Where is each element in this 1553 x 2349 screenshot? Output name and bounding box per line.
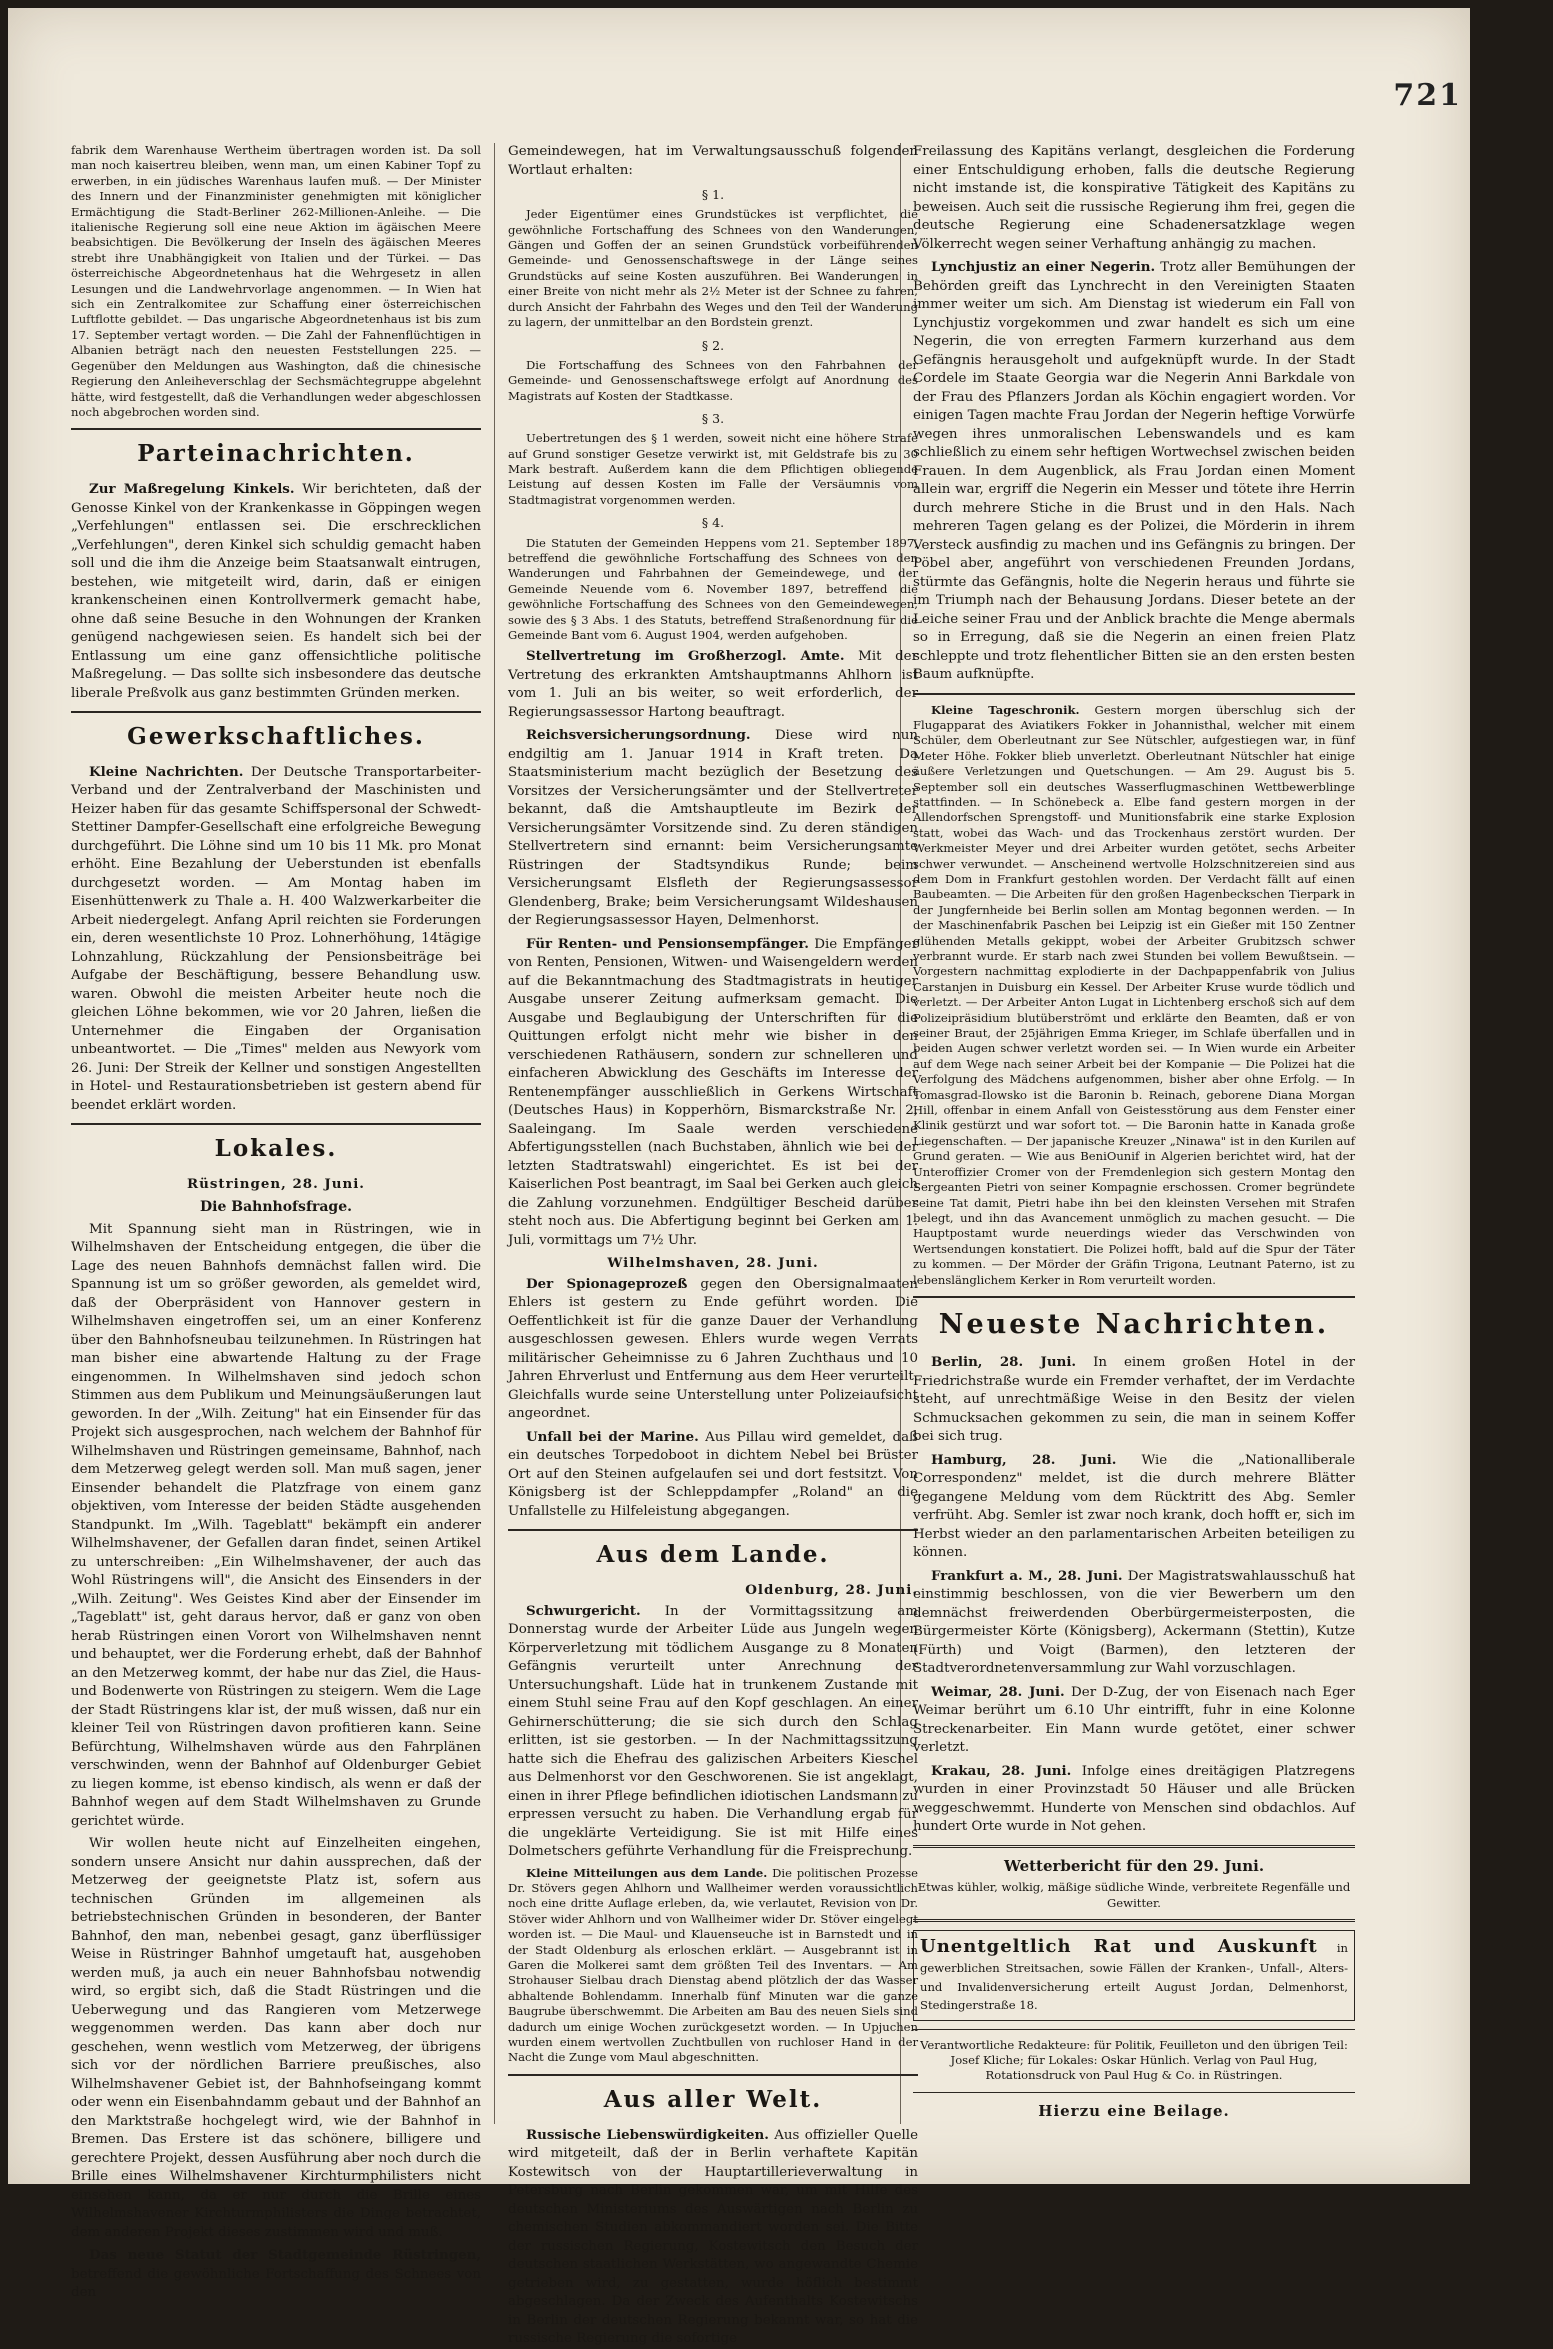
news-item [913, 1451, 1355, 1563]
divider [71, 428, 481, 430]
article-text: Wir berichteten, daß der Genosse Kinkel von der Krankenkasse in Göppingen wegen „Verfehlungen" entlassen sei. Die erschrecklichen „Verfehlungen", deren Kinkel sich schuldig gemacht haben soll und die ihm die Anzeige beim Staatsanwalt eintrugen, bestehen, wie mitgeteilt wird, darin, daß er einigen krankenscheinen einen Kontrollvermerk gemacht habe, ohne daß seine Besuche in den Wohnungen der Kranken genügend nachgewiesen seien. Es handelt sich bei der Entlassung um eine ganz offensichtliche politische Maßregelung. — Das sollte sich insbesondere das deutsche liberale Preßvolk aus ganz bestimmten Gründen merken. [71, 482, 481, 701]
article-paragraph [508, 1275, 918, 1424]
article-text: Wir wollen heute nicht auf Einzelheiten eingehen, sondern unsere Ansicht nur dahin aussprechen, daß der Metzerweg der geeignetste Platz ist, sofern aus technischen Gründen im allgemeinen als betriebstechnischen Gründen in besonderen, der Banter Bahnhof, den man, nebenbei gesagt, ganz überflüssiger Weise in Rüstringer Bahnhof umgetauft hat, ausgehoben werden muß, ja auch ein neuer Bahnhofsbau notwendig wird, so ergibt sich, daß die Stadt Rüstringen und die Ueberwegung und das Rangieren vom Metzerwege weggenommen werden. Das kann aber doch nur geschehen, wenn westlich vom Metzerweg, der übrigens sich vor der nördlichen Barriere preußisches, also Wilhelmshavener Gebiet ist, der Bahnhofseingang kommt oder wenn ein Eisenbahndamm gebaut und der Bahnhof an den Marktstraße hochgelegt wird, wie der Bahnhof in Bremen. Das Erstere ist das schönere, billigere und gerechtere Projekt, dessen Ausführung aber noch durch die Brille eines Wilhelmshavener Kirchturmphilisters nicht einsehen kann, da er nur durch die Brille eines Wilhelmshavener Kirchturmphilisters die Dinge betrachtet, dem anderen Projekt dieses zustimmen wird und muß. [71, 1836, 481, 2240]
article-lead: Stellvertretung im Großherzogl. Amte. [526, 648, 845, 665]
article-lead: Das neue Statut der Stadtgemeinde Rüstringen, [89, 2247, 481, 2264]
article-text: Gemeindewegen, hat im Verwaltungsausschuß folgenden Wortlaut erhalten: [508, 144, 918, 178]
newspaper-page [8, 8, 1470, 2347]
ad-title: Unentgeltlich Rat und Auskunft [920, 1936, 1318, 1958]
article-lead: Reichsversicherungsordnung. [526, 727, 751, 744]
divider [913, 1296, 1355, 1298]
article-text: Diese wird nun endgiltig am 1. Januar 1914 in Kraft treten. Da Staatsministerium macht bezüglich der Besetzung des Vorsitzes der Versicherungsämter und der Stellvertreter bekannt, daß die Amtshauptleute im Bezirk der Versicherungsämter Vorsitzende sind. Zu deren ständigen Stellvertretern sind ernannt: beim Versicherungsamte Rüstringen der Stadtsyndikus Runde; beim Versicherungsamt Elsfleth der Regierungsassessor Glendenberg, Brake; beim Versicherungsamt Wildeshausen der Regierungsassessor Hayen, Delmenhorst. [508, 728, 918, 929]
divider [508, 2074, 918, 2076]
section-title-lokales: Lokales. [214, 1135, 338, 1163]
article-text: Aus Pillau wird gemeldet, daß ein deutsches Torpedoboot in dichtem Nebel bei Brüster Ort auf den Steinen aufgelaufen sei und dort festsitzt. Von Königsberg ist der Schleppdampfer „Roland" an die Unfallstelle zu Hilfeleistung abgegangen. [508, 1429, 918, 1519]
news-item [913, 1353, 1355, 1447]
paragraph-number: § 3. [701, 410, 725, 426]
article-lead: Kleine Mitteilungen aus dem Lande. [526, 1865, 768, 1880]
article-paragraph [71, 763, 481, 1116]
divider [913, 1919, 1355, 1922]
article-text: Freilassung des Kapitäns verlangt, desgleichen die Forderung einer Entschuldigung erhoben, falls die deutsche Regierung nicht imstande ist, die konspirative Tätigkeit des Kapitäns zu beweisen. Auch seit die russische Regierung ihm frei, gegen die deutsche Regierung eine Schadenersatzklage wegen Völkerrecht wegen seiner Verhaftung anhängig zu machen. [913, 144, 1355, 252]
article-text: fabrik dem Warenhause Wertheim übertragen worden ist. Da soll man noch kaisertreu bleiben, wenn man, um einen Kabiner Topf zu erwerben, in ein jüdisches Warenhaus laufen muß. — Der Minister des Innern und der Finanzminister genehmigten mit königlicher Ermächtigung die Stadt-Berliner 262-Millionen-Anleihe. — Die italienische Regierung soll eine neue Aktion im ägäischen Meere beabsichtigen. Die Bevölkerung der Inseln des ägäischen Meeres strebt ihre Unabhängigkeit von Italien und der Türkei. — Das österreichische Abgeordnetenhaus hat die Wehrgesetz in allen Lesungen und die Landwehrvorlage angenommen. — In Wien hat sich ein Zentralkomitee zur Schaffung einer österreichischen Luftflotte gebildet. — Das ungarische Abgeordnetenhaus ist bis zum 17. September vertagt worden. — Die Zahl der Fahnenflüchtigen in Albanien beträgt nach den neuesten Feststellungen 225. — Gegenüber den Meldungen aus Washington, daß die chinesische Regierung den Anleiheverschlag der Sechsmächtegruppe abgelehnt hätte, wird festgestellt, daß die Verhandlungen weder abgeschlossen noch abgebrochen worden sind. [71, 143, 481, 419]
paragraph-number: § 2. [701, 337, 725, 353]
article-text: Die Empfänger von Renten, Pensionen, Witwen- und Waisengeldern werden auf die Bekanntmachung des Stadtmagistrats in heutiger Ausgabe unserer Zeitung aufmerksam gemacht. Die Ausgabe und Beglaubigung der Unterschriften für die Quittungen erfolgt nicht mehr wie bisher in den verschiedenen Rathäusern, sondern zur schnelleren und einfacheren Abwicklung des Geschäfts im Interesse der Rentenempfänger ausschließlich in Gerkens Wirtschaft (Deutsches Haus) in Kopperhörn, Bismarckstraße Nr. 2, Saaleingang. Im Saale werden verschiedene Abfertigungsstellen (nach Buchstaben, ähnlich wie bei der letzten Stadtratswahl) eingerichtet. Es ist bei der Kaiserlichen Post beantragt, im Saal bei Gerken auch gleich die Zahlung vorzunehmen. Endgültiger Bescheid darüber steht noch aus. Die Abfertigung beginnt bei Gerken am 1. Juli, vormittags um 7½ Uhr. [508, 936, 918, 1248]
statute-text: Uebertretungen des § 1 werden, soweit nicht eine höhere Strafe auf Grund sonstiger Gesetze verwirkt ist, mit Geldstrafe bis zu 30 Mark bestraft. Außerdem kann die dem Pflichtigen obliegende Leistung auf dessen Kosten im Falle der Versäumnis vom Stadtmagistrat vorgenommen werden. [508, 431, 918, 507]
article-paragraph [508, 1866, 918, 2066]
paragraph-number: § 1. [701, 187, 725, 202]
news-item [913, 1683, 1355, 1758]
article-paragraph [71, 480, 481, 703]
article-text: In der Vormittagssitzung am Donnerstag wurde der Arbeiter Lüde aus Jungeln wegen Körperverletzung mit tödlichem Ausgange zu 8 Monaten Gefängnis verurteilt unter Anrechnung der Untersuchungshaft. Lüde hat in trunkenem Zustande mit einem Stuhl seine Frau auf den Kopf geschlagen. An einer Gehirnerschütterung; die sie sich durch den Schlag erlitten, ist sie gestorben. — In der Nachmittagssitzung hatte sich die Ehefrau des galizischen Arbeiters Kieschel aus Delmenhorst vor den Geschworenen. Sie ist angeklagt, einen in ihrer Pflege befindlichen idiotischen Landsmann zu erpressen versucht zu haben. Die Verhandlung ergab für die ungeklärte Verteidigung. Sie ist mit Hilfe eines Dolmetschers geführte Verhandlung für die Freisprechung. [508, 1603, 918, 1860]
column-3 [913, 143, 1355, 2154]
advertisement [913, 1930, 1355, 2020]
article-lead: Lynchjustiz an einer Negerin. [931, 259, 1156, 275]
article-subheading: Die Bahnhofsfrage. [200, 1198, 352, 1215]
column-2 [508, 143, 919, 2347]
divider [508, 1529, 918, 1531]
news-dateline: Krakau, 28. Juni. [931, 1762, 1072, 1779]
news-text: Infolge eines dreitägigen Platzregens wurden in einer Provinzstadt 50 Häuser und alle Brücken weggeschwemmt. Hunderte von Menschen sind obdachlos. Auf hundert Orte wurde in Not gehen. [913, 1763, 1355, 1835]
dateline: Rüstringen, 28. Juni. [187, 1176, 365, 1193]
dateline: Oldenburg, 28. Juni. [745, 1582, 918, 1599]
section-title-aus-dem-lande: Aus dem Lande. [596, 1541, 830, 1569]
article-text: Die politischen Prozesse Dr. Stövers gegen Ahlhorn und Wallheimer werden voraussichtlich noch eine dritte Auflage erleben, da, wie verlautet, Revision von Dr. Stöver wider Ahlhorn und von Wallheimer wider Dr. Stöver eingelegt worden ist. — Die Maul- und Klauenseuche ist in Barnstedt und in der Stadt Oldenburg als erloschen erklärt. — Ausgebrannt ist in Garen die Molkerei samt dem größten Teil des Inventars. — Am Strohauser Sielbau drach Dienstag abend plötzlich der das Wasser abhaltende Bohlendamm. Innerhalb fünf Minuten war die ganze Baugrube überschwemmt. Die Arbeiten am Bau des neuen Siels sind dadurch um einige Wochen zurückgesetzt worden. — In Upjuchen wurden einem wertvollen Zuchtbullen von ruchloser Hand in der Nacht die Zunge vom Maul abgeschnitten. [508, 1865, 919, 2065]
news-text: In einem großen Hotel in der Friedrichstraße wurde ein Fremder verhaftet, der im Verdachte steht, auf unrechtmäßige Weise in den Besitz der vielen Schmucksachen gekommen zu sein, die man in seinem Koffer bei sich trug. [913, 1355, 1356, 1445]
article-paragraph [508, 1428, 918, 1522]
divider [913, 693, 1355, 695]
section-title-parteinachrichten: Parteinachrichten. [137, 440, 415, 468]
article-paragraph [913, 703, 1355, 1288]
news-text: Wie die „Nationalliberale Correspondenz" meldet, ist die durch mehrere Blätter gegangene Meldung vom dem Rücktritt des Abg. Semler verfrüht. Abg. Semler ist zwar noch krank, doch hofft er, sich im Herbst wieder an den parlamentarischen Arbeiten beteiligen zu können. [913, 1452, 1355, 1561]
section-title-aus-aller-welt: Aus aller Welt. [603, 2085, 823, 2113]
divider [913, 2029, 1355, 2030]
divider [71, 1123, 481, 1125]
article-text: betreffend die gewöhnliche Fortschaffung des Schnees von den [71, 2266, 481, 2301]
statute-text: Die Statuten der Gemeinden Heppens vom 21. September 1897, betreffend die gewöhnliche Fortschaffung des Schnees von den Wanderungen und Fahrbahnen der Gemeindewege, und der Gemeinde Neuende vom 6. November 1897, betreffend die gewöhnliche Fortschaffung des Schnees von den Gemeindewegen, sowie des § 3 Abs. 1 des Statuts, betreffend Straßenordnung für die Gemeinde Bant vom 6. August 1904, werden aufgehoben. [508, 535, 918, 642]
article-lead: Zur Maßregelung Kinkels. [89, 481, 295, 498]
weather-title: Wetterbericht für den 29. Juni. [1003, 1856, 1265, 1875]
news-text: Der D-Zug, der von Eisenach nach Eger Weimar berührt um 6.10 Uhr eintrifft, fuhr in eine Kolonne Streckenarbeiter. Ein Mann wurde getötet, einer schwer verletzt. [913, 1684, 1355, 1756]
article-text: Gestern morgen überschlug sich der Flugapparat des Aviatikers Fokker in Johannisthal, welcher mit einem Schüler, dem Oberleutnant zur See Nütschler, aufgestiegen war, in fünf Meter Höhe. Fokker blieb unverletzt. Oberleutnant Nütschler hat einige äußere Verletzungen und Quetschungen. — Am 29. August bis 5. September soll ein deutsches Wasserflugmaschinen Wettbewerblinge stattfinden. — In Schönebeck a. Elbe fand gestern morgen in der Allendorfschen Sprengstoff- und Munitionsfabrik eine starke Explosion statt, wobei das Wach- und das Trockenhaus zerstört wurden. Der Werkmeister Meyer und drei Arbeiter wurden getötet, sechs Arbeiter schwer verwundet. — Anscheinend wertvolle Holzschnitzereien sind aus dem Dom in Frankfurt gestohlen worden. Der Verdacht fällt auf einen Baubeamten. — Die Arbeiten für den großen Hagenbeckschen Tierpark in der Jungfernheide bei Berlin sollen am Montag begonnen werden. — In der Maschinenfabrik Paschen bei Leipzig ist ein Gießer mit 150 Zentner glühenden Metalls gekippt, wobei der Arbeiter Grubitzsch schwer verbrannt wurde. Er starb nach zwei Stunden bei vollem Bewußtsein. — Vorgestern nachmittag explodierte in der Dachpappenfabrik von Julius Carstanjen in Duisburg ein Kessel. Der Arbeiter Kruse wurde tödlich und verletzt. — Der Arbeiter Anton Lugat in Lichtenberg erschoß sich auf dem Polizeipräsidium blutüberströmt und erklärte den Beamten, daß er von seiner Braut, der 25jährigen Emma Krieger, im Schlafe überfallen und in beiden Augen schwer verletzt worden sei. — In Wien wurde ein Arbeiter auf dem Wege nach seiner Arbeit bei der Kompanie — Die Polizei hat die Verfolgung des Mädchens aufgenommen, bisher aber ohne Erfolg. — In Tomasgrad-Ilowsko ist die Baronin b. Reinach, geborene Diana Morgan Hill, offenbar in einem Anfall von Geistesstörung aus dem Fenster einer Klinik gestürzt und war sofort tot. — Die Baronin hatte in Kanada große Liegenschaften. — Der japanische Kreuzer „Ninawa" ist in den Kurilen auf Grund geraten. — Wie aus BeniOunif in Algerien berichtet wird, hat der Unteroffizier Cromer von der Fremdenlegion sich gestern Montag den Sergeanten Pietri von seiner Kompagnie erschossen. Cromer begründete seine Tat damit, Pietri habe ihn bei den kleinsten Versehen mit Strafen belegt, und ihn das Avancement unmöglich zu machen gesucht. — Die Hauptpostamt wurde neuerdings wieder das Verschwinden von Wertsendungen konstatiert. Die Polizei hofft, bald auf die Spur der Täter zu kommen. — Der Mörder der Gräfin Trigona, Leutnant Paterno, ist zu lebenslänglichem Kerker in Rom verurteilt worden. [913, 702, 1355, 1287]
news-dateline: Frankfurt a. M., 28. Juni. [931, 1567, 1123, 1584]
article-lead: Für Renten- und Pensionsempfänger. [526, 935, 809, 952]
article-paragraph [508, 726, 918, 931]
article-lead: Unfall bei der Marine. [526, 1428, 699, 1445]
article-paragraph [71, 2246, 481, 2303]
article-paragraph [508, 935, 918, 1251]
statute-text: Die Fortschaffung des Schnees von den Fahrbahnen der Gemeinde- und Genossenschaftswege erfolgt auf Anordnung des Magistrats auf Kosten der Stadtkasse. [508, 357, 918, 403]
ad-text: in gewerblichen Streitsachen, sowie Fällen der Kranken-, Unfall-, Alters- und Invalidenversicherung erteilt August Jordan, Delmenhorst, Stedingerstraße 18. [920, 1941, 1348, 2013]
article-text: Aus offizieller Quelle wird mitgeteilt, daß der in Berlin verhaftete Kapitän Kostewitsch von der Hauptartillerieverwaltung in Petersburg nach Berlin gekommen war, um mit Hilfe des deutschen Ministeriums des Auswärtigen nach Berlin zu chemischen Studien abkommandiert worden sei. Die Bitte der russischen Regierung, Kostewitsch den Besuch der deutschen staatlichen Werkstätten, wo angewandte Chemie getrieben wird, zu gestatten, wurde höflich bestimmt abgeschlagen. Da der Zweck des Aufenthalts Kostewitschs in Berlin der deutschen Regierung bekannt war, so hat die russische Regierung die sofortige [508, 2127, 918, 2347]
news-text: Der Magistratswahlausschuß hat einstimmig beschlossen, von die vier Bewerbern um den demnächst freiwerdenden Oberbürgermeisterposten, die Bürgermeister Körte (Königsberg), Ackermann (Stettin), Kutze (Fürth) und Voigt (Barmen), den letzteren der Stadtverordnetenversammlung zur Wahl vorzuschlagen. [913, 1568, 1355, 1677]
statute-text: Jeder Eigentümer eines Grundstückes ist verpflichtet, die gewöhnliche Fortschaffung des Schnees von den Wanderungen, Gängen und Goffen der an seinen Grundstück vorbeiführenden Gemeinde- und Genossenschaftswege in der Länge seines Grundstücks auf seine Kosten auszuführen. Bei Wanderungen in einer Breite von nicht mehr als 2½ Meter ist der Schnee zu fahren, durch Ansicht der Fahrbahn des Weges und den Teil der Wanderung zu lagern, der unmittelbar an den Bordstein grenzt. [508, 207, 918, 330]
column-divider [494, 143, 495, 2124]
divider [913, 1845, 1355, 1848]
section-title-gewerkschaftliches: Gewerkschaftliches. [127, 723, 425, 751]
news-dateline: Weimar, 28. Juni. [931, 1683, 1065, 1700]
article-paragraph [508, 2126, 918, 2349]
article-lead: Russische Liebenswürdigkeiten. [526, 2126, 769, 2143]
divider [913, 2092, 1355, 2093]
news-dateline: Berlin, 28. Juni. [931, 1354, 1077, 1371]
article-lead: Kleine Tageschronik. [931, 702, 1080, 717]
imprint: Verantwortliche Redakteure: für Politik, Feuilleton und den übrigen Teil: Josef Kliche; für Lokales: Oskar Hünlich. Verlag von Paul Hug, Rotationsdruck von Paul Hug & Co. in Rüstringen. [920, 2037, 1348, 2083]
news-item [913, 1762, 1355, 1837]
article-lead: Kleine Nachrichten. [89, 763, 244, 780]
supplement-note: Hierzu eine Beilage. [1038, 2101, 1230, 2120]
column-1 [71, 143, 481, 2301]
article-paragraph [508, 647, 918, 722]
article-text: Mit der Vertretung des erkrankten Amtshauptmanns Ahlhorn ist vom 1. Juli an bis weiter, so weit erforderlich, der Regierungsassessor Hartong beauftragt. [508, 649, 918, 720]
article-paragraph [508, 1602, 918, 1862]
news-dateline: Hamburg, 28. Juni. [931, 1451, 1117, 1468]
article-text: Der Deutsche Transportarbeiter-Verband und der Zentralverband der Maschinisten und Heizer haben für das gesamte Schiffspersonal der Schwedt-Stettiner Dampfer-Gesellschaft eine erfolgreiche Bewegung durchgeführt. Die Löhne sind um 10 bis 11 Mk. pro Monat erhöht. Eine Bezahlung der Ueberstunden ist ebenfalls durchgesetzt worden. — Am Montag haben im Eisenhüttenwerk zu Thale a. H. 400 Walzwerkarbeiter die Arbeit niedergelegt. Anfang April reichten sie Forderungen ein, deren wesentlichste 10 Proz. Lohnerhöhung, 14tägige Lohnzahlung, Rückzahlung der Pensionsbeiträge bei Aufgabe der Beschäftigung, bessere Behandlung usw. waren. Obwohl die meisten Arbeiter heute noch die gleichen Löhne bekommen, wie vor 20 Jahren, ließen die Unternehmer die Eingaben der Organisation unbeantwortet. — Die „Times" melden aus Newyork vom 26. Juni: Der Streik der Kellner und sonstigen Angestellten in Hotel- und Restaurationsbetrieben ist gestern abend für beendet erklärt worden. [71, 764, 481, 1113]
article-text: gegen den Obersignalmaaten Ehlers ist gestern zu Ende geführt worden. Die Oeffentlichkeit ist für die ganze Dauer der Verhandlung ausgeschlossen gewesen. Ehlers wurde wegen Verrats militärischer Geheimnisse zu 6 Jahren Zuchthaus und 10 Jahren Ehrverlust und Entfernung aus dem Heer verurteilt. Gleichfalls wurde seine Unterstellung unter Polizeiaufsicht angeordnet. [508, 1276, 919, 1422]
article-lead: Der Spionageprozeß [526, 1275, 688, 1292]
paragraph-number: § 4. [701, 515, 725, 531]
article-text: Mit Spannung sieht man in Rüstringen, wie in Wilhelmshaven der Entscheidung entgegen, die über die Lage des neuen Bahnhofs demnächst fallen wird. Die Spannung ist um so größer geworden, als gemeldet wird, daß der Oberpräsident von Hannover gestern in Wilhelmshaven eingetroffen sei, um an einer Konferenz über den Bahnhofsneubau teilzunehmen. In Rüstringen hat man bisher eine abwartende Haltung zu der Frage eingenommen. In Wilhelmshaven sind jedoch schon Stimmen aus dem Publikum und Meinungsäußerungen laut geworden. In der „Wilh. Zeitung" hat ein Einsender für das Projekt sich ausgesprochen, nach welchem der Bahnhof für Wilhelmshaven und Rüstringen gemeinsame, Bahnhof, nach dem Metzerweg gelegt werden soll. Man muß sagen, jener Einsender behandelt die Platzfrage von einem ganz objektiven, vom Interesse der beiden Städte ausgehenden Standpunkt. Im „Wilh. Tageblatt" bekämpft ein anderer Wilhelmshavener, der Gefallen daran findet, seinen Artikel zu unterschreiben: „Ein Wilhelmshavener, der auch das Wohl Rüstringens will", die Ansicht des Einsenders in der „Wilh. Zeitung". Wes Geistes Kind aber der Einsender im „Tageblatt" ist, geht daraus hervor, daß er ganz von oben herab Rüstringen einen Vorort von Wilhelmshaven nennt und behauptet, wer die Forderung erhebt, daß der Bahnhof an den Metzerweg kommt, der habe nur das Ziel, die Haus- und Bodenwerte von Rüstringen zu steigern. Wem die Lage der Stadt Rüstringens klar ist, der muß wissen, daß nur ein kleiner Teil von Rüstringen davon profitieren kann. Seine Befürchtung, Wilhelmshaven würde aus den Fahrplänen verschwinden, wenn der Bahnhof auf Oldenburger Gebiet zu liegen komme, ist ebenso kindisch, als wenn er daß der Bahnhof wegen auf dem Stadt Wilhelmshaven zu Grunde gerichtet würde. [71, 1221, 481, 1829]
article-text: Trotz aller Bemühungen der Behörden greift das Lynchrecht in den Vereinigten Staaten immer weiter um sich. Am Dienstag ist wiederum ein Fall von Lynchjustiz vorgekommen und zwar handelt es sich um eine Negerin, die von erregten Farmern kurzerhand aus dem Gefängnis herausgeholt und aufgeknüpft wurde. In der Stadt Cordele im Staate Georgia war die Negerin Anni Barkdale von der Frau des Pflanzers Jordan als Köchin engagiert worden. Vor einigen Tagen machte Frau Jordan der Negerin heftige Vorwürfe wegen ihres unmoralischen Lebenswandels und es kam schließlich zu einem sehr heftigen Wortwechsel zwischen beiden Frauen. In dem Augenblick, als Frau Jordan einen Moment allein war, ergriff die Negerin ein Messer und tötete ihre Herrin durch mehrere Stiche in die Brust und in den Hals. Nach mehreren Tagen gelang es der Polizei, die Mörderin in ihrem Versteck ausfindig zu machen und ins Gefängnis zu bringen. Der Pöbel aber, angeführt von verschiedenen Freunden Jordans, stürmte das Gefängnis, holte die Negerin heraus und führte sie im Triumph nach der Behausung Jordans. Dieser betete an der Leiche seiner Frau und der Anblick brachte die Menge abermals so in Erregung, daß sie die Negerin an einen freien Platz schleppte und trotz flehentlicher Bitten sie an den ersten besten Baum aufknüpfte. [913, 260, 1356, 682]
article-lead: Schwurgericht. [526, 1602, 641, 1619]
page-number: 721 [1393, 78, 1462, 113]
section-title-neueste-nachrichten: Neueste Nachrichten. [938, 1308, 1330, 1340]
dateline: Wilhelmshaven, 28. Juni. [607, 1255, 819, 1272]
weather-text: Etwas kühler, wolkig, mäßige südliche Winde, verbreitete Regenfälle und Gewitter. [917, 1880, 1351, 1910]
article-paragraph [913, 258, 1355, 685]
divider [71, 711, 481, 713]
news-item [913, 1567, 1355, 1679]
